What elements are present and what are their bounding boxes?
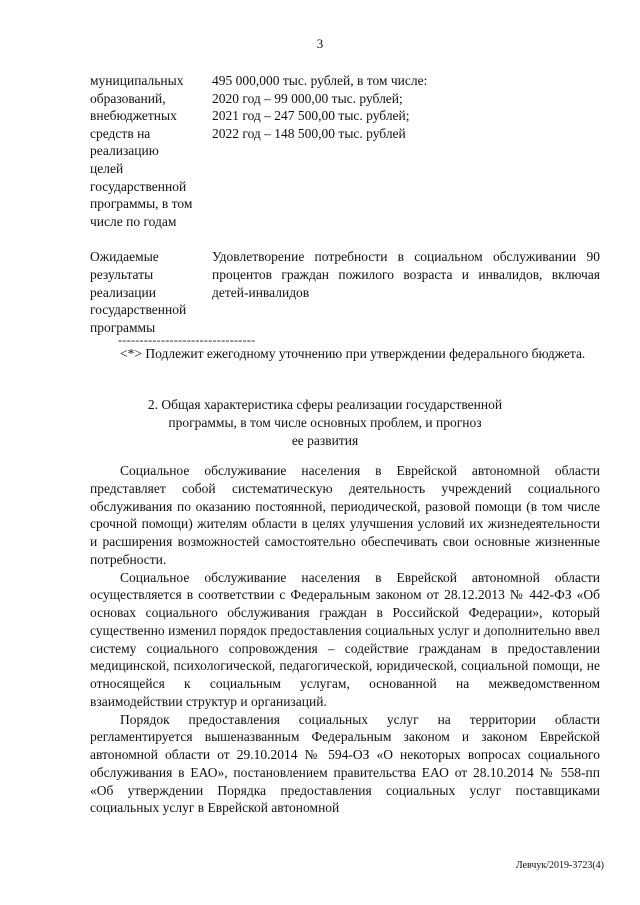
financing-label-line: программы, в том <box>90 196 193 212</box>
financing-label <box>90 72 212 230</box>
document-code: Левчук/2019-3723(4) <box>515 860 604 871</box>
paragraph: Социальное обслуживание населения в Еврейской автономной области представляет собой систематическую деятельность учреждений социального обслуживания по оказанию постоянной, периодической, разовой помощи (в том числе срочной помощи) жителям области в целях улучшения условий их жизнедеятельности и расширения возможностей самостоятельно обеспечивать свои основные жизненные потребности. <box>90 463 600 567</box>
financing-label-line: государственной <box>90 178 187 194</box>
results-label-line: реализации <box>90 284 156 300</box>
paragraph: Порядок предоставления социальных услуг на территории области регламентируется вышеназванным Федеральным законом и законом Еврейской автономной области от 29.10.2014 № 594-ОЗ «О некоторых вопросах социального обслуживания в ЕАО», постановлением правительства ЕАО от 28.10.2014 № 558-пп «Об утверждении Порядка предоставления социальных услуг поставщиками социальных услуг в Еврейской автономной <box>90 711 600 816</box>
body-text <box>90 462 600 817</box>
results-value: Удовлетворение потребности в социальном обслуживании 90 процентов граждан пожилого возраста и инвалидов, включая детей-инвалидов <box>212 249 600 300</box>
financing-value-line: 2022 год – 148 500,00 тыс. рублей <box>212 125 406 141</box>
results-label-line: государственной <box>90 302 187 318</box>
results-label-line: Ожидаемые <box>90 249 159 265</box>
financing-label-line: числе по годам <box>90 213 177 229</box>
footnote-separator: -------------------------------- <box>118 333 256 347</box>
passport-row-results <box>90 248 600 336</box>
financing-label-line: средств на <box>90 125 151 141</box>
passport-table <box>90 72 600 336</box>
results-label-line: результаты <box>90 266 154 282</box>
section-title-line: программы, в том числе основных проблем, и прогноз <box>168 415 482 430</box>
footnote: <*> Подлежит ежегодному уточнению при утверждении федерального бюджета. <box>120 346 586 361</box>
financing-label-line: целей <box>90 160 124 176</box>
financing-label-line: муниципальных <box>90 73 184 88</box>
page-number: 3 <box>316 36 324 51</box>
results-label-line: программы <box>90 319 156 335</box>
results-label <box>90 248 212 336</box>
financing-label-line: реализацию <box>90 143 159 159</box>
financing-value <box>212 72 600 230</box>
financing-label-line: внебюджетных <box>90 108 177 124</box>
paragraph: Социальное обслуживание населения в Еврейской автономной области осуществляется в соответствии с Федеральным законом от 28.12.2013 № 442-ФЗ «Об основах социального обслуживания граждан в Российской Федерации», который существенно изменил порядок предоставления социальных услуг и дополнительно ввел систему социального сопровождения – содействие гражданам в предоставлении медицинской, психологической, педагогической, юридической, социальной помощи, не относящейся к социальным услугам, основанной на межведомственном взаимодействии структур и организаций. <box>90 569 600 709</box>
section-title-line: 2. Общая характеристика сферы реализации государственной <box>147 397 503 412</box>
financing-value-line: 2021 год – 247 500,00 тыс. рублей; <box>212 108 410 124</box>
section-title <box>130 396 520 450</box>
financing-value-line: 495 000,000 тыс. рублей, в том числе: <box>212 73 428 88</box>
section-title-line: ее развития <box>291 433 359 448</box>
passport-row-financing <box>90 72 600 230</box>
financing-value-line: 2020 год – 99 000,00 тыс. рублей; <box>212 90 403 106</box>
financing-label-line: образований, <box>90 90 166 106</box>
